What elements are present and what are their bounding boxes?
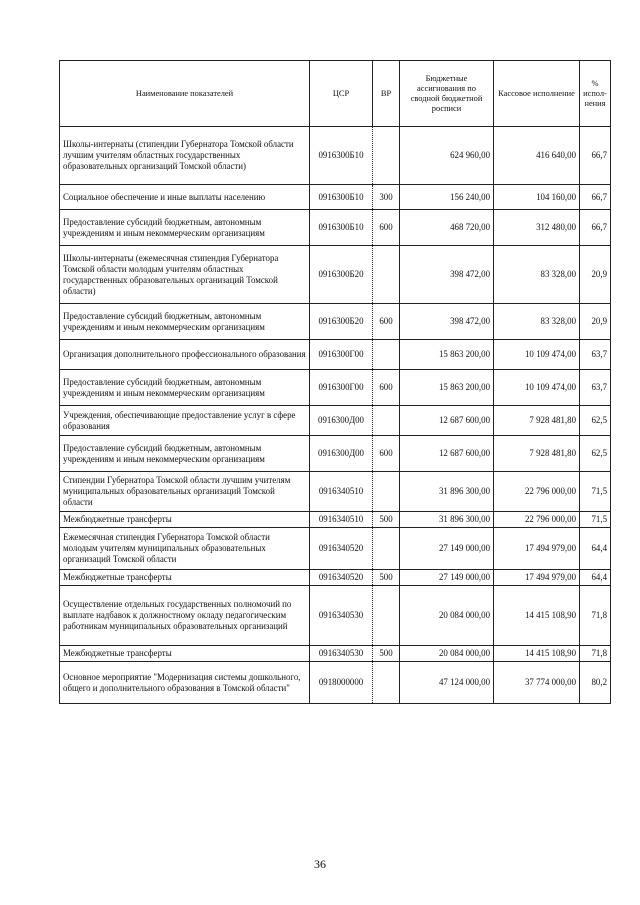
cell-budget: 20 084 000,00 (400, 646, 494, 662)
cell-name: Организация дополнительного профессионального образования (60, 340, 310, 370)
cell-cash: 104 160,00 (494, 185, 580, 210)
table-row (60, 512, 611, 528)
cell-budget: 20 084 000,00 (400, 586, 494, 646)
cell-name: Предоставление субсидий бюджетным, автономным учреждениям и иным некоммерческим организациям (60, 210, 310, 246)
table-row (60, 662, 611, 704)
cell-pct: 71,8 (580, 586, 611, 646)
cell-csr: 0916340530 (310, 646, 373, 662)
table-row (60, 340, 611, 370)
cell-budget: 15 863 200,00 (400, 340, 494, 370)
cell-csr: 0916340510 (310, 512, 373, 528)
cell-budget: 12 687 600,00 (400, 436, 494, 472)
table-row (60, 210, 611, 246)
cell-name: Стипендии Губернатора Томской области лучшим учителям муниципальных образовательных организаций Томской области (60, 472, 310, 512)
cell-csr: 0916340530 (310, 586, 373, 646)
cell-pct: 71,8 (580, 646, 611, 662)
cell-vr (373, 472, 400, 512)
table-row (60, 472, 611, 512)
cell-pct: 66,7 (580, 127, 611, 185)
header-budget: Бюджетные ассигнования по сводной бюджетной росписи (400, 61, 494, 127)
table-row (60, 528, 611, 570)
cell-csr: 0916300Б20 (310, 246, 373, 304)
cell-name: Основное мероприятие "Модернизация системы дошкольного, общего и дополнительного образования в Томской области" (60, 662, 310, 704)
table-row (60, 406, 611, 436)
cell-budget: 398 472,00 (400, 246, 494, 304)
cell-csr: 0916300Г00 (310, 370, 373, 406)
cell-name: Ежемесячная стипендия Губернатора Томской области молодым учителям муниципальных образовательных организаций Томской области (60, 528, 310, 570)
cell-pct: 66,7 (580, 185, 611, 210)
cell-csr: 0918000000 (310, 662, 373, 704)
cell-cash: 22 796 000,00 (494, 472, 580, 512)
table-header-row (60, 61, 611, 127)
cell-name: Школы-интернаты (ежемесячная стипендия Губернатора Томской области молодым учителям областных государственных образовательных организаций Томской области) (60, 246, 310, 304)
cell-vr (373, 340, 400, 370)
cell-cash: 10 109 474,00 (494, 340, 580, 370)
cell-cash: 10 109 474,00 (494, 370, 580, 406)
table-row (60, 570, 611, 586)
cell-budget: 624 960,00 (400, 127, 494, 185)
header-name: Наименование показателей (60, 61, 310, 127)
cell-vr: 600 (373, 436, 400, 472)
cell-budget: 15 863 200,00 (400, 370, 494, 406)
header-vr: ВР (373, 61, 400, 127)
cell-csr: 0916300Б20 (310, 304, 373, 340)
cell-budget: 398 472,00 (400, 304, 494, 340)
table-body (60, 127, 611, 704)
cell-pct: 71,5 (580, 512, 611, 528)
cell-vr: 600 (373, 370, 400, 406)
cell-name: Предоставление субсидий бюджетным, автономным учреждениям и иным некоммерческим организациям (60, 370, 310, 406)
cell-name: Межбюджетные трансферты (60, 646, 310, 662)
cell-budget: 31 896 300,00 (400, 472, 494, 512)
header-cash: Кассовое исполнение (494, 61, 580, 127)
cell-vr (373, 662, 400, 704)
cell-csr: 0916340520 (310, 528, 373, 570)
cell-pct: 63,7 (580, 340, 611, 370)
cell-cash: 312 480,00 (494, 210, 580, 246)
cell-pct: 66,7 (580, 210, 611, 246)
cell-cash: 14 415 108,90 (494, 586, 580, 646)
cell-cash: 37 774 000,00 (494, 662, 580, 704)
cell-csr: 0916340510 (310, 472, 373, 512)
cell-csr: 0916340520 (310, 570, 373, 586)
cell-pct: 62,5 (580, 406, 611, 436)
cell-vr: 500 (373, 646, 400, 662)
cell-cash: 7 928 481,80 (494, 406, 580, 436)
cell-budget: 27 149 000,00 (400, 528, 494, 570)
table-row (60, 586, 611, 646)
cell-budget: 156 240,00 (400, 185, 494, 210)
table-row (60, 436, 611, 472)
cell-name: Социальное обеспечение и иные выплаты населению (60, 185, 310, 210)
cell-name: Осуществление отдельных государственных полномочий по выплате надбавок к должностному окладу педагогическим работникам муниципальных образовательных организаций (60, 586, 310, 646)
cell-pct: 71,5 (580, 472, 611, 512)
cell-pct: 20,9 (580, 246, 611, 304)
table-row (60, 370, 611, 406)
cell-vr: 600 (373, 304, 400, 340)
cell-vr (373, 406, 400, 436)
table-row (60, 127, 611, 185)
cell-csr: 0916300Б10 (310, 127, 373, 185)
cell-name: Учреждения, обеспечивающие предоставление услуг в сфере образования (60, 406, 310, 436)
cell-pct: 64,4 (580, 528, 611, 570)
cell-name: Предоставление субсидий бюджетным, автономным учреждениям и иным некоммерческим организациям (60, 436, 310, 472)
cell-name: Межбюджетные трансферты (60, 570, 310, 586)
budget-execution-table (59, 60, 611, 704)
table-row (60, 646, 611, 662)
cell-pct: 20,9 (580, 304, 611, 340)
cell-vr (373, 528, 400, 570)
cell-vr: 500 (373, 512, 400, 528)
cell-vr (373, 586, 400, 646)
cell-cash: 83 328,00 (494, 246, 580, 304)
cell-budget: 12 687 600,00 (400, 406, 494, 436)
cell-csr: 0916300Г00 (310, 340, 373, 370)
header-pct: % испол-нения (580, 61, 611, 127)
cell-vr: 500 (373, 570, 400, 586)
table-row (60, 246, 611, 304)
cell-cash: 83 328,00 (494, 304, 580, 340)
cell-budget: 27 149 000,00 (400, 570, 494, 586)
cell-vr: 600 (373, 210, 400, 246)
cell-vr: 300 (373, 185, 400, 210)
header-csr: ЦСР (310, 61, 373, 127)
cell-csr: 0916300Б10 (310, 210, 373, 246)
page-number: 36 (314, 857, 326, 871)
cell-cash: 14 415 108,90 (494, 646, 580, 662)
cell-vr (373, 127, 400, 185)
cell-cash: 17 494 979,00 (494, 528, 580, 570)
cell-cash: 416 640,00 (494, 127, 580, 185)
cell-name: Школы-интернаты (стипендии Губернатора Томской области лучшим учителям областных государственных образовательных организаций Томской области) (60, 127, 310, 185)
cell-pct: 80,2 (580, 662, 611, 704)
cell-vr (373, 246, 400, 304)
cell-csr: 0916300Б10 (310, 185, 373, 210)
cell-pct: 64,4 (580, 570, 611, 586)
cell-csr: 0916300Д00 (310, 406, 373, 436)
cell-pct: 62,5 (580, 436, 611, 472)
cell-budget: 47 124 000,00 (400, 662, 494, 704)
cell-cash: 7 928 481,80 (494, 436, 580, 472)
cell-cash: 17 494 979,00 (494, 570, 580, 586)
cell-pct: 63,7 (580, 370, 611, 406)
table-row (60, 185, 611, 210)
table-row (60, 304, 611, 340)
cell-csr: 0916300Д00 (310, 436, 373, 472)
cell-budget: 468 720,00 (400, 210, 494, 246)
cell-name: Предоставление субсидий бюджетным, автономным учреждениям и иным некоммерческим организациям (60, 304, 310, 340)
cell-cash: 22 796 000,00 (494, 512, 580, 528)
cell-name: Межбюджетные трансферты (60, 512, 310, 528)
cell-budget: 31 896 300,00 (400, 512, 494, 528)
